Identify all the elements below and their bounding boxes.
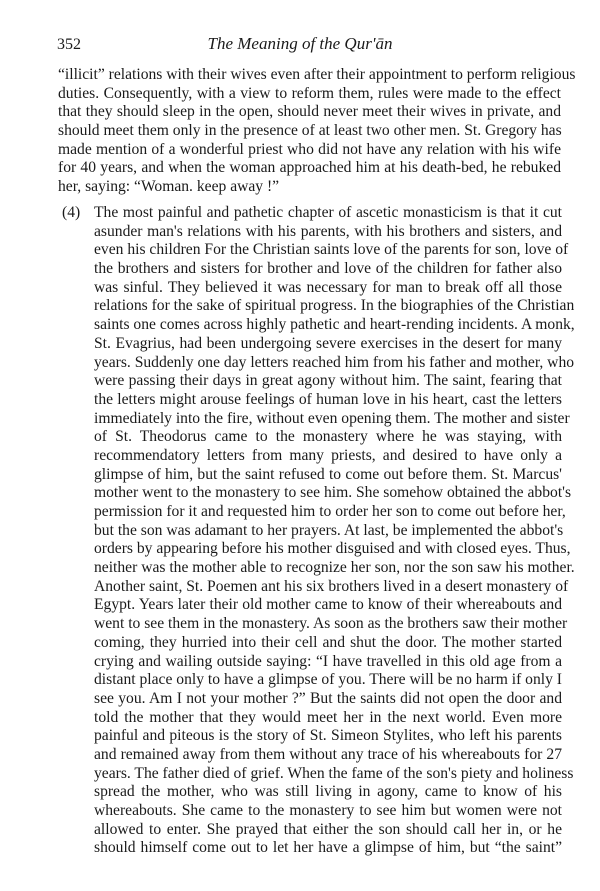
page-number: 352 xyxy=(57,36,81,53)
text-line: saints one comes across highly pathetic and heart-rending incidents. A monk, xyxy=(94,316,575,334)
text-line: recommendatory letters from many priests, and desired to have only a xyxy=(94,446,562,464)
text-line: mother went to the monastery to see him. She somehow obtained the abbot's xyxy=(94,484,572,502)
text-line: went to see them in the monastery. As soon as the brothers saw their mother xyxy=(94,615,568,633)
text-line: coming, they hurried into their cell and shut the door. The mother started xyxy=(94,633,562,651)
text-line: the brothers and sisters for brother and love of the children for father also xyxy=(94,260,562,278)
text-line: but the son was adamant to her prayers. At last, be implemented the abbot's xyxy=(94,521,564,539)
text-line: relations for the sake of spiritual progress. In the biographies of the Christian xyxy=(94,297,575,315)
text-line: Another saint, St. Poemen ant his six brothers lived in a desert monastery of xyxy=(94,577,569,595)
text-line: whereabouts. She came to the monastery to see him but women were not xyxy=(94,802,562,819)
text-line: “illicit” relations with their wives even after their appointment to perform religious xyxy=(58,66,576,83)
text-line: crying and wailing outside saying: “I have travelled in this old age from a xyxy=(94,652,562,670)
text-line: were passing their days in great agony without him. The saint, fearing that xyxy=(94,372,562,390)
text-line: even his children For the Christian saints love of the parents for son, love of xyxy=(94,241,569,259)
text-line: should himself come out to let her have a glimpse of him, but “the saint” xyxy=(94,839,562,857)
paragraph-number: (4) xyxy=(62,204,81,221)
text-line: glimpse of him, but the saint refused to come out before them. St. Marcus' xyxy=(94,465,562,483)
text-line: the letters might arouse feelings of human love in his heart, cast the letters xyxy=(94,390,562,408)
text-line: of St. Theodorus came to the monastery where he was staying, with xyxy=(94,428,562,446)
text-line: The most painful and pathetic chapter of ascetic monasticism is that it cut xyxy=(94,204,562,221)
paragraph-1 xyxy=(58,66,576,197)
text-line: spread the mother, who was still living in agony, came to know of his xyxy=(94,783,562,801)
text-line: distant place only to have a glimpse of you. There will be no harm if only I xyxy=(94,671,562,689)
text-line: duties. Consequently, with a view to reform them, rules were made to the effect xyxy=(58,84,561,102)
text-line: painful and piteous is the story of St. Simeon Stylites, who left his parents xyxy=(94,727,562,745)
text-line: allowed to enter. She prayed that either the son should call her in, or he xyxy=(94,820,562,838)
text-line: was sinful. They believed it was necessary for man to break off all those xyxy=(94,278,562,296)
text-line: Egypt. Years later their old mother came to know of their whereabouts and xyxy=(94,596,562,614)
text-line: made mention of a wonderful priest who did not have any relation with his wife xyxy=(58,140,561,158)
text-line: her, saying: “Woman. keep away !” xyxy=(58,178,280,196)
text-line: should meet them only in the presence of at least two other men. St. Gregory has xyxy=(58,122,562,140)
paragraph-2 xyxy=(94,204,575,858)
text-line: that they should sleep in the open, should never meet their wives in private, and xyxy=(58,103,561,121)
text-line: see you. Am I not your mother ?” But the saints did not open the door and xyxy=(94,689,562,707)
text-line: years. Suddenly one day letters reached him from his father and mother, who xyxy=(94,353,575,371)
text-line: years. The father died of grief. When the fame of the son's piety and holiness xyxy=(94,764,574,782)
text-line: told the mother that they would meet her in the next world. Even more xyxy=(94,708,562,726)
text-line: neither was the mother able to recognize her son, nor the son saw his mother. xyxy=(94,559,575,577)
text-line: St. Evagrius, had been undergoing severe exercises in the desert for many xyxy=(94,334,562,352)
text-line: asunder man's relations with his parents, with his brothers and sisters, and xyxy=(94,222,562,240)
text-line: and remained away from them without any trace of his whereabouts for 27 xyxy=(94,745,562,763)
text-line: orders by appearing before his mother disguised and with closed eyes. Thus, xyxy=(94,540,571,558)
running-title: The Meaning of the Qur'ān xyxy=(207,34,393,53)
text-line: for 40 years, and when the woman approached him at his death-bed, he rebuked xyxy=(58,159,561,177)
text-line: permission for it and requested him to order her son to come out before her, xyxy=(94,503,566,520)
text-line: immediately into the fire, without even opening them. The mother and sister xyxy=(94,409,570,427)
